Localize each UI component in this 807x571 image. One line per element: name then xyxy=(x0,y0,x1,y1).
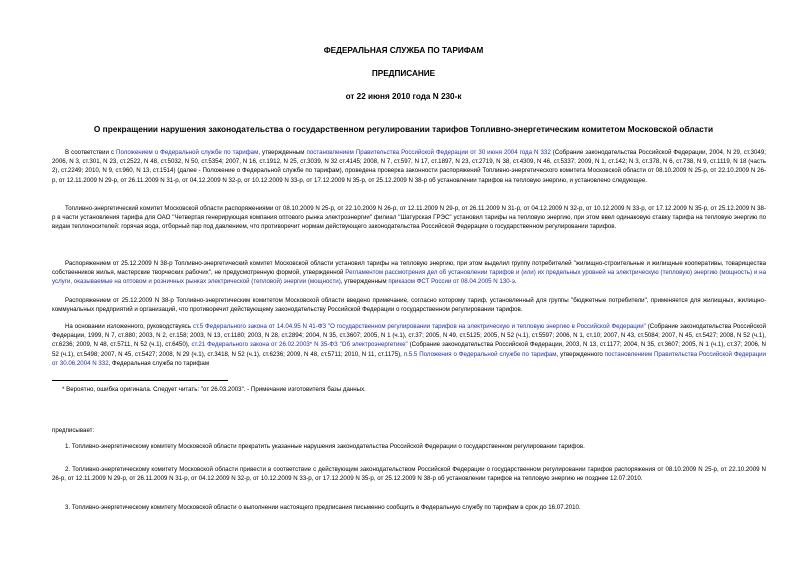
order-item-1: 1. Топливно-энергетическому комитету Московской области прекратить указанные нарушения законодательства Российской Федерации о государственном регулировании тарифов. xyxy=(65,443,585,450)
paragraph-1 xyxy=(52,148,766,185)
link-federal-law-35fz[interactable]: ст.21 Федерального закона от 26.02.2003* N 35-ФЗ "Об электроэнергетике" xyxy=(191,341,408,349)
paragraph-3 xyxy=(52,259,766,287)
p1-text-2: , утвержденным xyxy=(258,149,307,156)
document-subject: О прекращении нарушения законодательства о государственном регулировании тарифов Топливно-энергетическим комитетом Московской области xyxy=(93,124,714,134)
link-government-decree-332-2004[interactable]: постановлением Правительства Российской Федерации от 30.06.2004 N 332 xyxy=(52,350,766,367)
p3-text-1: Распоряжением от 25.12.2009 N 38-р Топливно-энергетический комитет Московской области установил тарифы на тепловую энергию, при этом выделил группу потребителей "жилищно-строительные и жилищные кооперативы, товарищества собственников жилья, мастерские творческих рабочих", не предусмотренную формой, утвержденной xyxy=(52,260,766,277)
p4-text-1: Распоряжением от 25.12.2009 N 38-р Топливно-энергетическим комитетом Московской области введено примечание, согласно которому тариф, установленный для группы "бюджетные потребители", применяется для жилищных, жилищно-коммунальных предприятий и организаций, что противоречит действующему законодательству Российской Федерации о государственном регулировании тарифов. xyxy=(52,297,766,314)
p1-text-3: (Собрание законодательства Российской Федерации, 2004, N 29, ст.3049; 2006, N 3, ст.301, N 23, ст.2522, N 48, ст.5032, N 50, ст.5354; 2007, N 16, ст.1912, N 25, ст.3039, N 32 ст.4145; 2008, N 7, ст.597, N 17, ст.1897, N 23, ст.2719, N 38, ст.4309, N 46, ст.5337; 2009, N 1, ст.142; N 3, ст.378, N 6, ст.738, N 9, ст.1119, N 18 (часть 2), ст.2249; 2010, N 9, ст.960, N 13, ст.1514) (далее - Положение о Федеральной службе по тарифам), проведена проверка законности распоряжений Топливно-энергетического комитета Московской области от 08.10.2009 N 25-р, от 22.10.2009 N 26-р, от 12.11.2009 N 29-р, от 26.11.2009 N 31-р, от 04.12.2009 N 32-р, от 10.12.2009 N 33-р, от 17.12.2009 N 35-р, от 25.12.2009 N 38-р об установлении тарифов на тепловую энергию, и установлено следующее. xyxy=(52,149,766,184)
link-fst-order-130e[interactable]: приказом ФСТ России от 08.04.2005 N 130-э xyxy=(388,278,515,286)
p5-text-2: (Собрание законодательства Российской Федерации, 1999, N 7, ст.880; 2003, N 2, ст.158; 2003, N 13, ст.1180; 2003, N 28, ст.2894; 2004, N 35, ст.3607; 2005, N 1 (ч.1), ст.37; 2005, N 49, ст.5125; 2005, N 52 (ч.1), ст.5597; 2006, N 1, ст.10; 2007, N 43, ст.5084; 2007, N 45, ст.5427; 2008, N 52 (ч.1), ст.6236; 2009, N 48, ст.5711, N 52 (ч.1), ст.6450), xyxy=(52,323,766,349)
document-type: ПРЕДПИСАНИЕ xyxy=(371,69,436,78)
link-government-decree-332[interactable]: постановлением Правительства Российской Федерации от 30 июня 2004 года N 332 xyxy=(306,149,551,156)
link-tariff-reglament[interactable]: Регламентом рассмотрения дел об установлении тарифов и (или) их предельных уровней на электрическую (тепловую) энергию (мощность) и на услуги, оказываемые на оптовом и розничных рынках электрической (тепловой) энергии (мощности) xyxy=(52,269,766,286)
link-fst-regulation[interactable]: Положением о Федеральной службе по тарифам xyxy=(116,149,259,156)
paragraph-4 xyxy=(52,296,766,314)
agency-title: ФЕДЕРАЛЬНАЯ СЛУЖБА ПО ТАРИФАМ xyxy=(323,46,484,55)
p3-text-2: , утвержденным xyxy=(340,278,389,286)
p5-text-3: (Собрание законодательства Российской Федерации, 2003, N 13, ст.1177; 2004, N 35, ст.3607; 2005, N 1 (ч.1), ст.37; 2006, N 52 (ч.1), ст.5498; 2007, N 45, ст.5427; 2008, N 29 (ч.1), ст.3418, N 52 (ч.1), ст.6236; 2009, N 48, ст.5711; 2010, N 11, ст.1175), xyxy=(52,341,766,358)
p2-text-1: Топливно-энергетический комитет Московской области распоряжениями от 08.10.2009 N 25-р, от 22.10.2009 N 26-р, от 12.11.2009 N 29-р, от 26.11.2009 N 31-р, от 04.12.2009 N 32-р, от 10.12.2009 N 33-р, от 17.12.2009 N 35-р, от 25.12.2009 N 38-р в части установления тарифа для ОАО "Четвертая генерирующая компания оптового рынка электроэнергии" филиал "Шатурская ГРЭС" установил тарифы на тепловую энергию, при этом ввел одинаковую ставку тарифа на тепловую энергию по видам теплоносителей: горячая вода, отборный пар под давлением, что противоречит нормам действующего законодательства Российской Федерации о государственном регулировании тарифов. xyxy=(52,205,766,231)
orders-intro: предписывает: xyxy=(52,427,95,434)
link-regulation-p5-5[interactable]: п.5.5 Положения о Федеральной службе по тарифам xyxy=(403,350,557,358)
p3-text-3: . xyxy=(514,278,517,286)
footnote-divider xyxy=(52,380,228,381)
p1-text-1: В соответствии с xyxy=(65,149,117,156)
p5-text-4: , утвержденного xyxy=(556,350,605,358)
link-federal-law-41fz[interactable]: ст.5 Федерального закона от 14.04.95 N 41-ФЗ "О государственном регулировании тарифов на электрическую и тепловую энергию в Российской Федерации" xyxy=(192,323,646,330)
order-item-2: 2. Топливно-энергетическому комитету Московской области привести в соответствие с действующим законодательством Российской Федерации о государственном регулировании тарифов распоряжения от 08.10.2009 N 25-р, от 22.10.2009 N 26-р, от 12.11.2009 N 29-р, от 26.11.2009 N 31-р, от 04.12.2009 N 32-р, от 10.12.2009 N 33-р, от 17.12.2009 N 35-р, от 25.12.2009 N 38-р об установлении тарифов на тепловую энергию не позднее 12.07.2010. xyxy=(52,466,766,483)
footnote: * Вероятно, ошибка оригинала. Следует читать: "от 26.03.2003". - Примечание изготовителя базы данных. xyxy=(62,386,366,393)
order-item-3: 3. Топливно-энергетическому комитету Московской области о выполнении настоящего предписания письменно сообщить в Федеральную службу по тарифам в срок до 16.07.2010. xyxy=(65,504,581,511)
document-date-number: от 22 июня 2010 года N 230-к xyxy=(345,92,462,101)
paragraph-5 xyxy=(52,322,766,368)
p5-text-1: На основании изложенного, руководствуясь xyxy=(65,323,193,330)
p5-text-5: , Федеральная служба по тарифам xyxy=(108,359,210,367)
paragraph-2 xyxy=(52,204,766,232)
